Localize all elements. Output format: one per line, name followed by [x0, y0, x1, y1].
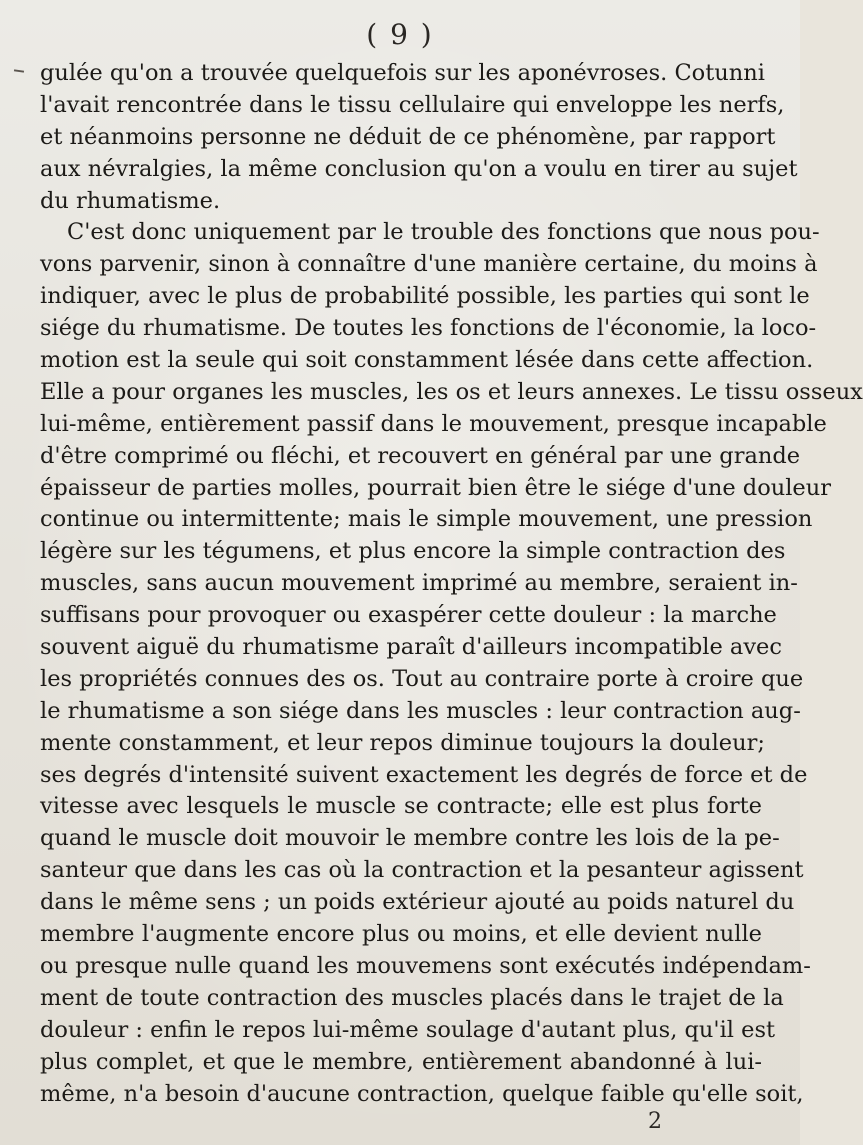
- text-line: vons parvenir, sinon à connaître d'une manière certaine, du moins à: [40, 251, 818, 278]
- text-line: ou presque nulle quand les mouvemens sont exécutés indépendam-: [40, 952, 811, 979]
- text-line: muscles, sans aucun mouvement imprimé au membre, seraient in-: [40, 570, 798, 597]
- text-line: suffisans pour provoquer ou exaspérer cette douleur : la marche: [40, 602, 777, 629]
- text-line: et néanmoins personne ne déduit de ce phénomène, par rapport: [40, 123, 776, 150]
- text-line: membre l'augmente encore plus ou moins, et elle devient nulle: [40, 921, 762, 948]
- text-line: siége du rhumatisme. De toutes les fonctions de l'économie, la loco-: [40, 315, 817, 342]
- text-line: les propriétés connues des os. Tout au contraire porte à croire que: [40, 665, 804, 692]
- text-line: continue ou intermittente; mais le simple mouvement, une pression: [40, 506, 813, 533]
- text-line: ses degrés d'intensité suivent exactement les degrés de force et de: [40, 761, 808, 788]
- text-line: gulée qu'on a trouvée quelquefois sur les aponévroses. Cotunni: [40, 60, 765, 86]
- text-line: motion est la seule qui soit constamment lésée dans cette affection.: [40, 347, 814, 374]
- page-number: ( 9 ): [366, 18, 434, 51]
- body-text: [40, 58, 863, 1110]
- text-line: légère sur les tégumens, et plus encore la simple contraction des: [40, 538, 786, 565]
- text-line: épaisseur de parties molles, pourrait bien être le siége d'une douleur: [40, 474, 831, 501]
- text-line: ment de toute contraction des muscles placés dans le trajet de la: [40, 984, 784, 1011]
- text-line: aux névralgies, la même conclusion qu'on a voulu en tirer au sujet: [40, 155, 798, 182]
- text-line: douleur : enfin le repos lui-même soulage d'autant plus, qu'il est: [40, 1016, 776, 1043]
- text-line: dans le même sens ; un poids extérieur ajouté au poids naturel du: [40, 889, 795, 916]
- text-line: indiquer, avec le plus de probabilité possible, les parties qui sont le: [40, 283, 810, 310]
- text-line: lui-même, entièrement passif dans le mouvement, presque incapable: [40, 410, 827, 437]
- signature-mark: 2: [648, 1109, 662, 1134]
- text-line: santeur que dans les cas où la contraction et la pesanteur agissent: [40, 857, 804, 884]
- text-line: le rhumatisme a son siége dans les muscles : leur contraction aug-: [40, 697, 801, 724]
- text-line: souvent aiguë du rhumatisme paraît d'ailleurs incompatible avec: [40, 634, 782, 661]
- text-line: même, n'a besoin d'aucune contraction, quelque faible qu'elle soit,: [40, 1080, 804, 1107]
- ink-mark: [14, 69, 24, 72]
- text-line: d'être comprimé ou fléchi, et recouvert en général par une grande: [40, 442, 801, 469]
- text-line: C'est donc uniquement par le trouble des fonctions que nous pou-: [67, 219, 820, 246]
- text-line: plus complet, et que le membre, entièrement abandonné à lui-: [40, 1048, 762, 1075]
- text-line: quand le muscle doit mouvoir le membre contre les lois de la pe-: [40, 825, 780, 852]
- text-line: Elle a pour organes les muscles, les os et leurs annexes. Le tissu osseux: [40, 378, 863, 405]
- text-line: mente constamment, et leur repos diminue toujours la douleur;: [40, 729, 765, 756]
- text-line: l'avait rencontrée dans le tissu cellulaire qui enveloppe les nerfs,: [40, 91, 785, 118]
- text-line: du rhumatisme.: [40, 187, 221, 214]
- text-line: vitesse avec lesquels le muscle se contracte; elle est plus forte: [40, 793, 762, 820]
